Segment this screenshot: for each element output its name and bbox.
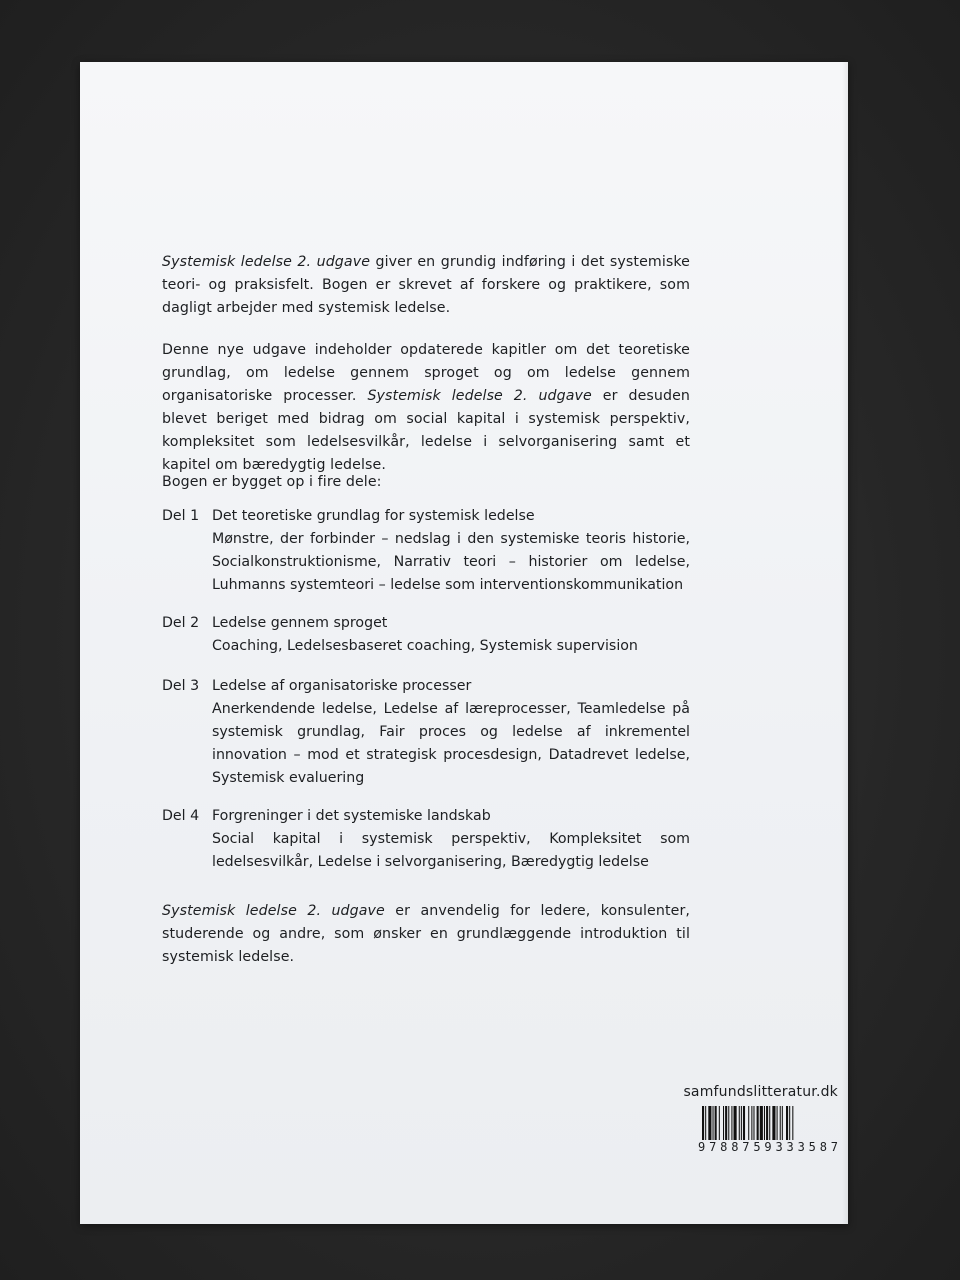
isbn-barcode [698, 1106, 838, 1154]
part-title: Ledelse af organisatoriske processer [212, 678, 472, 694]
barcode-digit: 8 [720, 1140, 728, 1154]
intro-paragraph-1 [162, 251, 690, 320]
intro-paragraph-3 [162, 471, 690, 494]
publisher-website: samfundslitteratur.dk [683, 1084, 838, 1100]
barcode-bar [766, 1106, 768, 1140]
barcode-digit: 9 [764, 1140, 772, 1154]
barcode-bar [772, 1106, 775, 1140]
part-entry [162, 805, 690, 874]
book-title-italic: Systemisk ledelse 2. udgave [162, 254, 371, 270]
barcode-bar [725, 1106, 727, 1140]
barcode-bar [751, 1106, 752, 1140]
barcode-bar [713, 1106, 714, 1140]
cover-edge-shadow [842, 62, 848, 1224]
outro-paragraph-text: er anvendelig for ledere, konsulenter, studerende og andre, som ønsker en grundlæggende introduktion til systemisk ledelse. [162, 903, 691, 965]
barcode-digit: 7 [830, 1140, 838, 1154]
part-chapters: Social kapital i systemisk perspektiv, Kompleksitet som ledelsesvilkår, Ledelse i selvorganisering, Bæredygtig ledelse [212, 831, 690, 870]
barcode-bar [760, 1106, 763, 1140]
part-label: Del 3 [162, 678, 200, 694]
barcode-digit: 5 [808, 1140, 816, 1154]
barcode-bar [702, 1106, 704, 1140]
barcode-bar [786, 1106, 788, 1140]
barcode-bar [748, 1106, 749, 1140]
barcode-digit: 3 [797, 1140, 805, 1154]
barcode-bar [728, 1106, 729, 1140]
intro-paragraph-1-text: giver en grundig indføring i det systemiske teori- og praksisfelt. Bogen er skrevet af forskere og praktikere, som dagligt arbejder med systemisk ledelse. [162, 254, 691, 316]
part-chapters: Coaching, Ledelsesbaseret coaching, Systemisk supervision [212, 638, 638, 654]
barcode-digit: 7 [709, 1140, 717, 1154]
barcode-bar [708, 1106, 711, 1140]
barcode-bar [792, 1106, 793, 1140]
barcode-bar [743, 1106, 745, 1140]
barcode-digit: 3 [775, 1140, 783, 1154]
book-title-italic: Systemisk ledelse 2. udgave [367, 388, 592, 404]
barcode-bar [734, 1106, 737, 1140]
barcode-bar [715, 1106, 717, 1140]
barcode-bar [719, 1106, 720, 1140]
barcode-bar [777, 1106, 778, 1140]
barcode-digit: 8 [731, 1140, 739, 1154]
intro-paragraph-2 [162, 339, 690, 477]
part-title: Det teoretiske grundlag for systemisk ledelse [212, 508, 535, 524]
parts-intro-text: Bogen er bygget op i fire dele: [162, 474, 382, 490]
part-title: Ledelse gennem sproget [212, 615, 388, 631]
barcode-bar [753, 1106, 754, 1140]
barcode-bar [705, 1106, 706, 1140]
part-entry [162, 612, 690, 658]
outro-paragraph [162, 900, 690, 969]
intro-paragraph-2-rest: er desuden blevet beriget med bidrag om social kapital i systemisk perspektiv, kompleksitet som ledelsesvilkår, ledelse i selvorganisering samt et kapitel om bæredygtig ledelse. [162, 388, 691, 473]
intro-paragraph-2-start: Denne nye udgave indeholder opdaterede kapitler om det teoretiske grundlag, om ledelse gennem sproget og om ledelse gennem organisatoriske processer. [162, 342, 690, 404]
barcode-bar [731, 1106, 732, 1140]
part-chapters: Mønstre, der forbinder – nedslag i den systemiske teoris historie, Socialkonstruktionisme, Narrativ teori – historier om ledelse, Luhmanns systemteori – ledelse som interventionskommunikation [212, 531, 690, 593]
barcode-bar [780, 1106, 781, 1140]
barcode-digit: 9 [698, 1140, 706, 1154]
part-label: Del 2 [162, 615, 200, 631]
barcode-digit: 3 [786, 1140, 794, 1154]
barcode-digit: 5 [753, 1140, 761, 1154]
book-back-cover [80, 62, 848, 1224]
barcode-bar [757, 1106, 759, 1140]
part-entry [162, 675, 690, 790]
part-chapters: Anerkendende ledelse, Ledelse af læreprocesser, Teamledelse på systemisk grundlag, Fair proces og ledelse af inkrementel innovation – mod et strategisk procesdesign, Datadrevet ledelse, Systemisk evaluering [212, 701, 690, 786]
barcode-bar [739, 1106, 740, 1140]
barcode-bar [723, 1106, 724, 1140]
barcode-bars [698, 1106, 838, 1140]
barcode-bar [789, 1106, 790, 1140]
barcode-digit: 8 [819, 1140, 827, 1154]
part-label: Del 1 [162, 508, 200, 524]
part-title: Forgreninger i det systemiske landskab [212, 808, 491, 824]
barcode-bar [764, 1106, 765, 1140]
barcode-bar [741, 1106, 742, 1140]
barcode-digits [698, 1140, 838, 1154]
part-entry [162, 505, 690, 597]
barcode-bar [782, 1106, 783, 1140]
book-title-italic: Systemisk ledelse 2. udgave [162, 903, 385, 919]
barcode-digit: 7 [742, 1140, 750, 1154]
barcode-bar [769, 1106, 770, 1140]
part-label: Del 4 [162, 808, 200, 824]
